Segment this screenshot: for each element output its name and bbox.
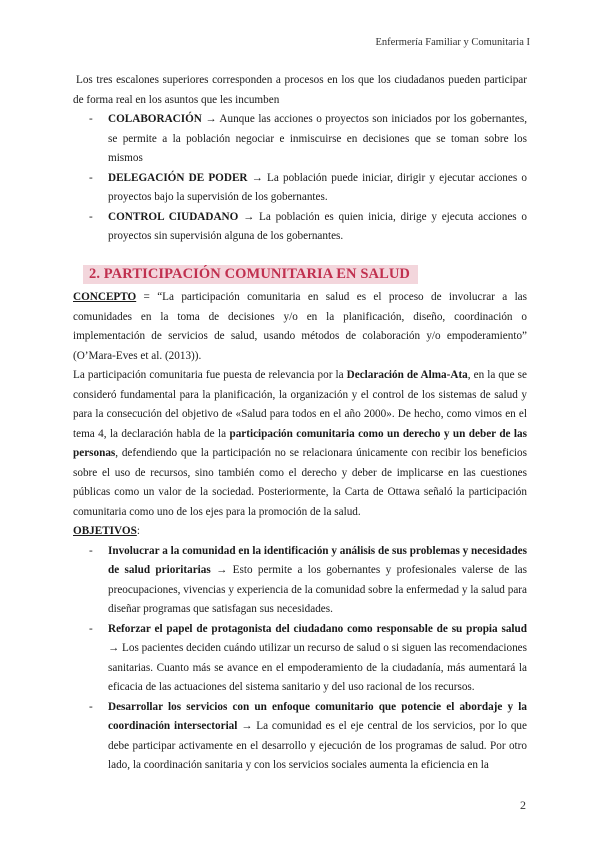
- arrow-glyph: →: [201, 113, 220, 125]
- list-item: [73, 698, 527, 776]
- escalones-list: [73, 110, 527, 247]
- section-heading: [83, 263, 527, 285]
- arrow-glyph: →: [247, 171, 268, 184]
- list-item: [73, 169, 527, 208]
- running-header: Enfermería Familiar y Comunitaria I: [375, 37, 530, 48]
- concepto-text: = “La participación comunitaria en salud es el proceso de involucrar a las comunidades en la toma de decisiones y/o en la planificación, diseño, coordinación o implementación de servicios de salud, usando métodos de colaboración y/o empoderamiento” (O’Mara-Eves et al. (2013)).: [73, 291, 527, 362]
- item-description: Aunque las acciones o proyectos son iniciados por los gobernantes, se permite a la población negociar e inmiscuirse en decisiones que se toman sobre los mismos: [108, 113, 527, 164]
- list-item: [73, 620, 527, 698]
- paragraph-text: La participación comunitaria fue puesta de relevancia por la: [73, 369, 347, 381]
- arrow-glyph: →: [210, 564, 233, 576]
- item-term: CONTROL CIUDADANO: [108, 210, 239, 223]
- document-body: [73, 71, 527, 776]
- item-term: DELEGACIÓN DE PODER: [108, 171, 248, 184]
- alma-ata-paragraph: [73, 366, 527, 522]
- paragraph-text: , en la que se consideró fundamental para la planificación, la organización y el control de los sistemas de salud y para la consecución del objetivo de «Salud para todos en el año 2000». De hecho, como vimos en el tema 4, la declaración habla de la: [73, 369, 527, 440]
- item-term: Reforzar el papel de protagonista del ciudadano como responsable de su propia salud: [108, 622, 527, 635]
- item-term: COLABORACIÓN: [108, 113, 202, 125]
- arrow-glyph: →: [238, 210, 260, 223]
- item-description: La población puede iniciar, dirigir y ejecutar acciones o proyectos bajo la supervisión de los gobernantes.: [108, 171, 527, 203]
- item-term: Involucrar a la comunidad en la identificación y análisis de sus problemas y necesidades de salud prioritarias: [108, 544, 527, 576]
- emphasis-text: Declaración de Alma-Ata: [346, 369, 468, 381]
- concepto-label: CONCEPTO: [73, 291, 137, 303]
- item-description: Los pacientes deciden cuándo utilizar un recurso de salud o si siguen las recomendaciones sanitarias. Cuanto más se avance en el empoderamiento de la ciudadanía, más aumentará la eficacia de las actuaciones del sistema sanitario y del uso racional de los recursos.: [108, 642, 527, 693]
- arrow-glyph: →: [237, 720, 257, 732]
- objetivos-list: [73, 542, 527, 776]
- list-item: [73, 110, 527, 169]
- list-item: [73, 542, 527, 620]
- paragraph-text: , defendiendo que la participación no se relacionara únicamente con recibir los beneficios sobre el uso de recursos, sino también como el derecho y deber de implicarse en las cuestiones públicas como un valor de la sociedad. Posteriormente, la Carta de Ottawa señaló la participación comunitaria como uno de los ejes para la promoción de la salud.: [73, 447, 527, 518]
- intro-paragraph: Los tres escalones superiores corresponden a procesos en los que los ciudadanos pueden participar de forma real en los asuntos que les incumben: [73, 74, 527, 106]
- item-description: La población es quien inicia, dirige y ejecuta acciones o proyectos sin supervisión alguna de los gobernantes.: [108, 210, 528, 242]
- section-heading-text: 2. PARTICIPACIÓN COMUNITARIA EN SALUD: [83, 265, 418, 284]
- item-term: Desarrollar los servicios con un enfoque comunitario que potencie el abordaje y la coordinación intersectorial: [108, 700, 527, 732]
- objetivos-heading: [73, 522, 527, 542]
- objetivos-label: OBJETIVOS: [73, 525, 137, 537]
- item-description: La comunidad es el eje central de los servicios, por lo que debe participar activamente en el desarrollo y ejecución de los programas de salud. Por otro lado, la coordinación sanitaria y con los servicios sociales aumenta la eficiencia en la: [108, 720, 527, 771]
- concepto-paragraph: [73, 288, 527, 366]
- arrow-glyph: →: [108, 642, 123, 654]
- objetivos-colon: :: [136, 525, 140, 537]
- emphasis-text: participación comunitaria como un derecho y un deber de las personas: [73, 427, 527, 459]
- item-description: Esto permite a los gobernantes y profesionales valerse de las preocupaciones, vivencias y experiencia de la comunidad sobre la enfermedad y la salud para diseñar programas que satisfagan sus necesidades.: [108, 564, 527, 615]
- list-item: [73, 208, 527, 247]
- page-number: 2: [520, 798, 526, 812]
